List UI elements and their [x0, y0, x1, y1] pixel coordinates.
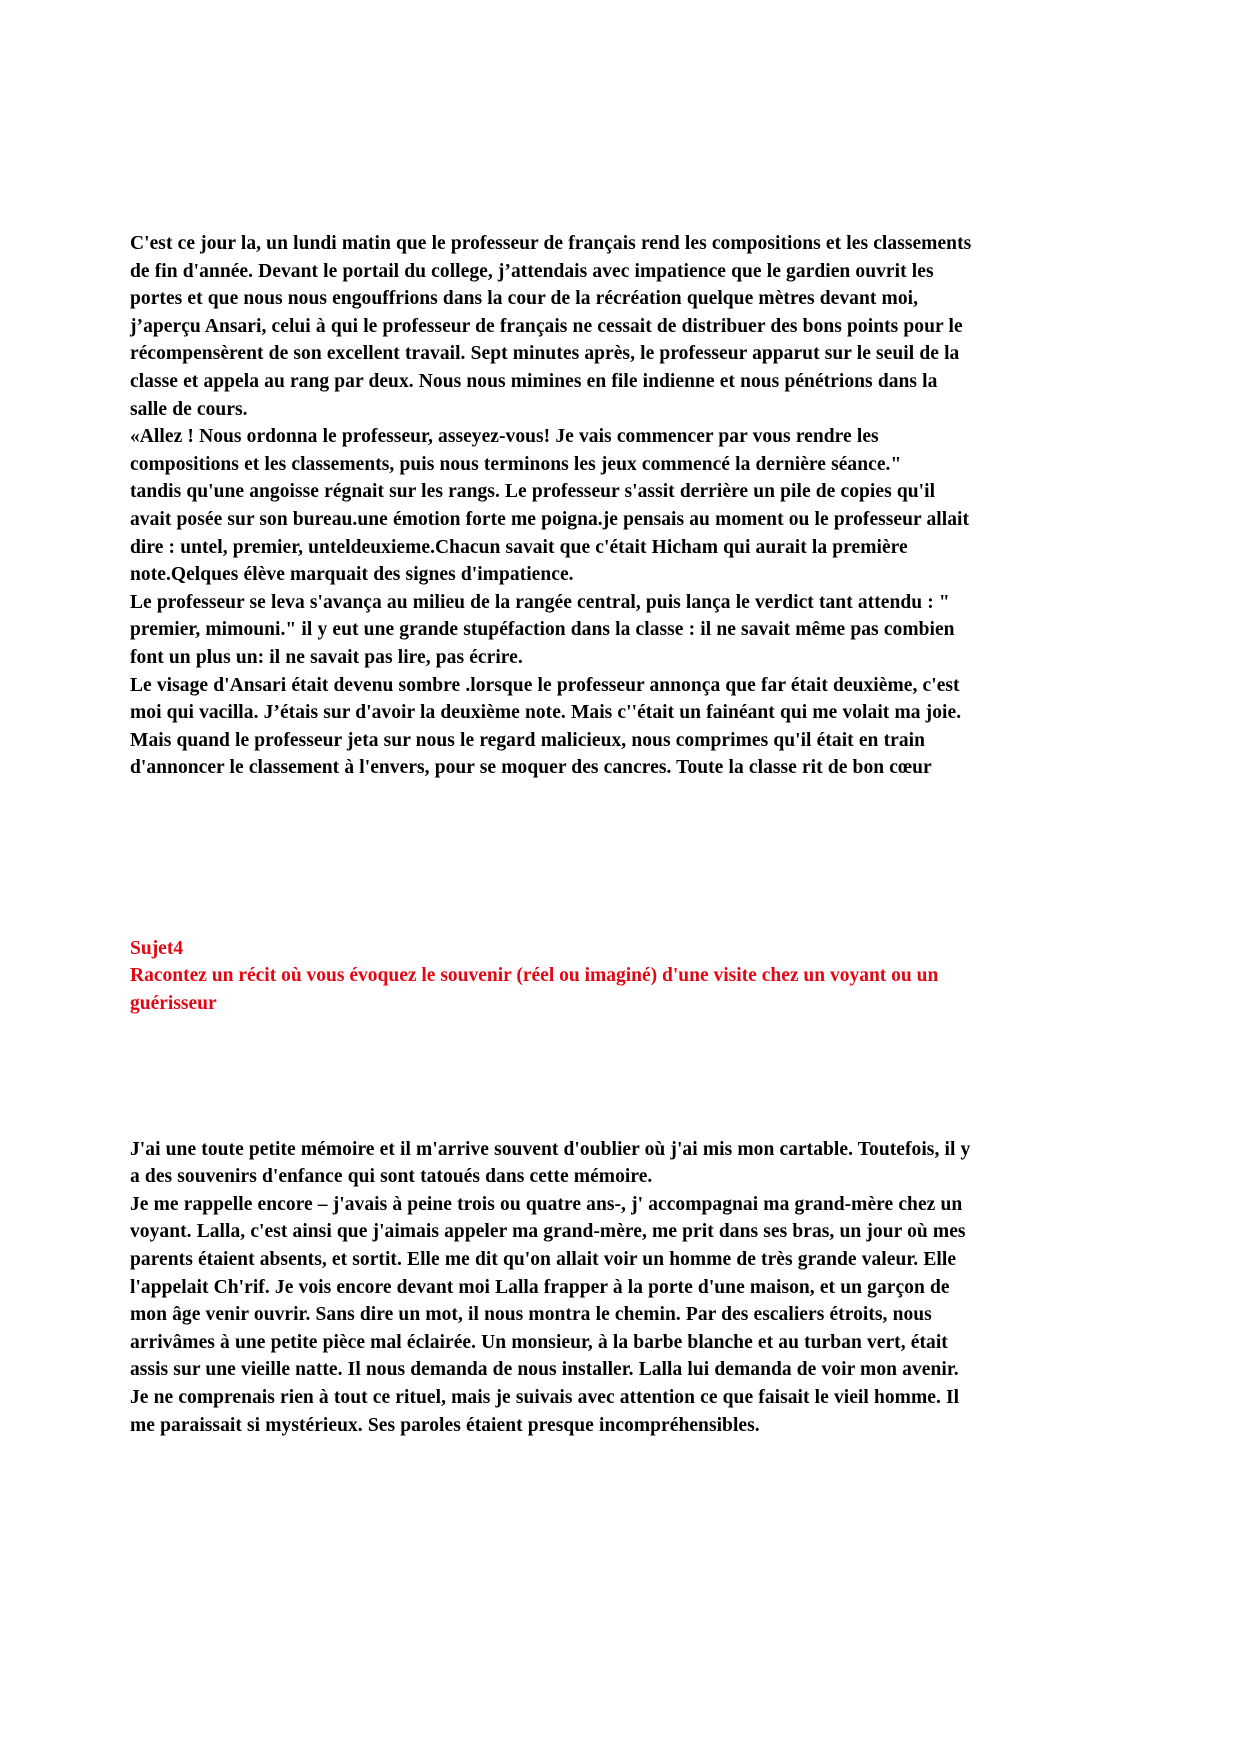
paragraph-visit-story: Je me rappelle encore – j'avais à peine trois ou quatre ans-, j' accompagnai ma grand-mère chez un voyant. Lalla, c'est ainsi que j'aimais appeler ma grand-mère, me prit dans ses bras, un jour où mes parents étaient absents, et sortit. Elle me dit qu'on allait voir un homme de très grande valeur. Elle l'appelait Ch'rif. Je vois encore devant moi Lalla frapper à la porte d'une maison, et un garçon de mon âge venir ouvrir. Sans dire un mot, il nous montra le chemin. Par des escaliers étroits, nous arrivâmes à une petite pièce mal éclairée. Un monsieur, à la barbe blanche et au turban vert, était assis sur une vieille natte. Il nous demanda de nous installer. Lalla lui demanda de voir mon avenir.	[130, 1193, 966, 1381]
paragraph-verdict: Le professeur se leva s'avança au milieu de la rangée central, puis lança le verdict tant attendu : " premier, mimouni." il y eut une grande stupéfaction dans la classe : il ne savait même pas combien font un plus un: il ne savait pas lire, pas écrire.	[130, 591, 955, 668]
document-content	[130, 230, 975, 1439]
section-gap-upper	[130, 782, 975, 857]
paragraph-anxiety: tandis qu'une angoisse régnait sur les rangs. Le professeur s'assit derrière un pile de copies qu'il avait posée sur son bureau.une émotion forte me poigna.je pensais au moment ou le professeur allait dire : untel, premier, unteldeuxieme.Chacun savait que c'était Hicham qui aurait la première note.Qelques élève marquait des signes d'impatience.	[130, 481, 970, 586]
paragraph-memory-intro: J'ai une toute petite mémoire et il m'arrive souvent d'oublier où j'ai mis mon cartable. Toutefois, il y a des souvenirs d'enfance qui sont tatoués dans cette mémoire.	[130, 1138, 971, 1188]
paragraph-ansari-reaction: Le visage d'Ansari était devenu sombre .lorsque le professeur annonça que far était deuxième, c'est moi qui vacilla. J’étais sur d'avoir la deuxième note. Mais c''était un fainéant qui me volait ma joie. Mais quand le professeur jeta sur nous le regard malicieux, nous comprimes qu'il était en train d'annoncer le classement à l'envers, pour se moquer des cancres. Toute la classe rit de bon cœur	[130, 674, 962, 779]
subject-label: Sujet4	[130, 937, 184, 959]
paragraph-teacher-dialogue: «Allez ! Nous ordonna le professeur, asseyez-vous! Je vais commencer par vous rendre les compositions et les classements, puis nous terminons les jeux commencé la dernière séance."	[130, 426, 902, 475]
paragraph-opening-scene: C'est ce jour la, un lundi matin que le professeur de français rend les compositions et les classements de fin d'année. Devant le portail du college, j’attendais avec impatience que le gardien ouvrit les portes et que nous nous engouffrions dans la cour de la récréation quelque mètres devant moi, j’aperçu Ansari, celui à qui le professeur de français ne cessait de distribuer des bons points pour le récompensèrent de son excellent travail. Sept minutes après, le professeur apparut sur le seuil de la classe et appela au rang par deux. Nous nous mimines en file indienne et nous pénétrions dans la salle de cours.	[130, 233, 972, 420]
subject-heading-block	[130, 935, 975, 1018]
paragraph-ritual-reflection: Je ne comprenais rien à tout ce rituel, mais je suivais avec attention ce que faisait le vieil homme. Il me paraissait si mystérieux. Ses paroles étaient presque incompréhensibles.	[130, 1387, 960, 1436]
section-gap-lower	[130, 1018, 975, 1136]
subject-prompt: Racontez un récit où vous évoquez le souvenir (réel ou imaginé) d'une visite chez un voyant ou un guérisseur	[130, 965, 939, 1015]
